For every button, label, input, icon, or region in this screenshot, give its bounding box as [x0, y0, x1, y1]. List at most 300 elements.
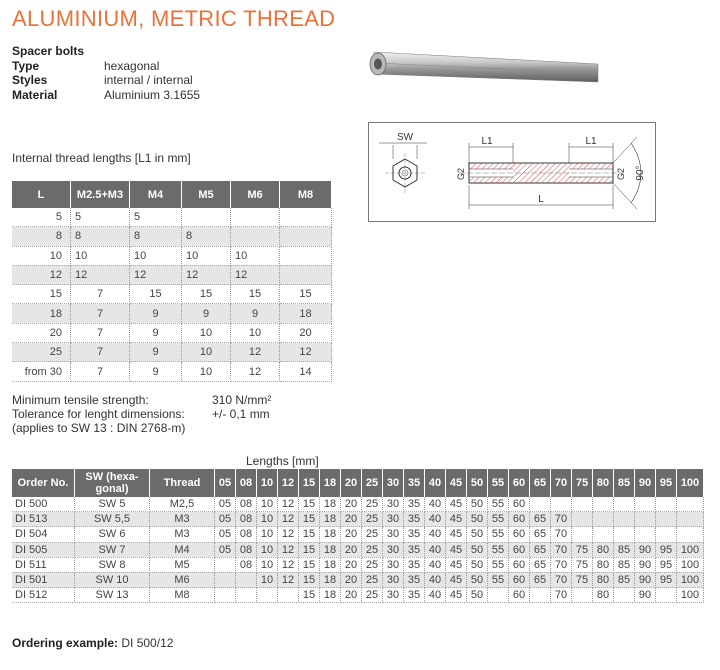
spec-row [12, 88, 200, 103]
spacer-bolt-image [366, 50, 602, 90]
length-cell [635, 497, 656, 512]
table-cell: 12 [231, 362, 280, 381]
length-cell: 60 [509, 512, 530, 527]
length-cell: 45 [446, 588, 467, 603]
thread-cell: M6 [150, 572, 215, 587]
length-cell: 15 [299, 512, 320, 527]
length-cell [614, 512, 635, 527]
internal-thread-heading: Internal thread lengths [L1 in mm] [12, 151, 191, 165]
length-column-header: 65 [530, 469, 551, 497]
length-cell: 65 [530, 542, 551, 557]
table-cell: 8 [12, 227, 71, 246]
table-cell: 5 [71, 208, 130, 227]
table-cell: 12 [280, 343, 332, 362]
length-cell: 10 [257, 572, 278, 587]
order-number-cell: DI 513 [12, 512, 75, 527]
sw-label: SW [396, 132, 414, 143]
table-cell: 10 [182, 246, 231, 265]
length-cell: 10 [257, 527, 278, 542]
l1-right-label: L1 [585, 136, 597, 147]
column-header: M8 [280, 181, 332, 208]
length-column-header: 20 [341, 469, 362, 497]
table-row [12, 362, 332, 381]
length-column-header: 25 [362, 469, 383, 497]
length-cell: 65 [530, 527, 551, 542]
length-column-header: 08 [236, 469, 257, 497]
tensile-label: Minimum tensile strength: [12, 393, 149, 407]
table-cell: 10 [182, 343, 231, 362]
length-cell [635, 512, 656, 527]
length-cell [215, 557, 236, 572]
length-cell: 55 [488, 557, 509, 572]
table-row [12, 304, 332, 323]
length-cell [677, 527, 704, 542]
table-header-row [12, 181, 332, 208]
table-cell: 9 [130, 362, 182, 381]
order-number-cell: DI 511 [12, 557, 75, 572]
length-cell: 45 [446, 572, 467, 587]
table-cell: 14 [280, 362, 332, 381]
length-cell [593, 512, 614, 527]
length-cell: 18 [320, 542, 341, 557]
length-cell: 75 [572, 542, 593, 557]
length-cell: 10 [257, 512, 278, 527]
length-cell: 45 [446, 497, 467, 512]
length-cell: 20 [341, 527, 362, 542]
length-cell: 45 [446, 557, 467, 572]
length-cell: 40 [425, 588, 446, 603]
sw-cell: SW 10 [75, 572, 150, 587]
length-cell [656, 588, 677, 603]
length-cell [572, 588, 593, 603]
table-cell: 10 [231, 246, 280, 265]
table-cell: 7 [71, 323, 130, 342]
table-row [12, 208, 332, 227]
table-row [12, 265, 332, 284]
length-cell: 40 [425, 497, 446, 512]
length-cell: 18 [320, 557, 341, 572]
thread-cell: M3 [150, 527, 215, 542]
order-number-cell: DI 504 [12, 527, 75, 542]
spec-value: Aluminium 3.1655 [104, 87, 201, 102]
ordering-example-value: DI 500/12 [121, 636, 174, 650]
length-cell: 95 [656, 572, 677, 587]
tolerance-note: (applies to SW 13 : DIN 2768-m) [12, 421, 186, 435]
thread-cell: M8 [150, 588, 215, 603]
length-cell: 50 [467, 572, 488, 587]
column-header: Thread [150, 469, 215, 497]
length-cell: 15 [299, 557, 320, 572]
length-cell: 30 [383, 527, 404, 542]
length-cell: 25 [362, 542, 383, 557]
table-row [12, 285, 332, 304]
table-cell: 7 [71, 285, 130, 304]
table-cell: 10 [12, 246, 71, 265]
length-cell [614, 497, 635, 512]
length-cell: 80 [593, 542, 614, 557]
length-cell: 40 [425, 512, 446, 527]
spec-label: Type [12, 58, 40, 73]
length-cell: 30 [383, 512, 404, 527]
length-cell [530, 588, 551, 603]
length-cell: 35 [404, 572, 425, 587]
thread-cell: M2,5 [150, 497, 215, 512]
length-cell: 70 [551, 512, 572, 527]
length-cell: 25 [362, 527, 383, 542]
length-column-header: 10 [257, 469, 278, 497]
table-cell: 18 [12, 304, 71, 323]
length-cell: 95 [656, 557, 677, 572]
length-cell: 20 [341, 542, 362, 557]
length-cell [236, 588, 257, 603]
length-cell: 12 [278, 557, 299, 572]
table-cell: from 30 [12, 362, 71, 381]
length-cell: 12 [278, 497, 299, 512]
length-cell: 90 [635, 588, 656, 603]
length-cell: 60 [509, 542, 530, 557]
length-cell: 75 [572, 572, 593, 587]
table-cell: 10 [130, 246, 182, 265]
length-cell [278, 588, 299, 603]
length-cell [614, 588, 635, 603]
length-cell: 15 [299, 572, 320, 587]
table-cell [280, 265, 332, 284]
g2-left-label: G2 [456, 167, 466, 181]
length-cell: 70 [551, 542, 572, 557]
table-cell: 10 [71, 246, 130, 265]
thread-cell: M4 [150, 542, 215, 557]
length-column-header: 75 [572, 469, 593, 497]
length-column-header: 45 [446, 469, 467, 497]
length-cell: 100 [677, 542, 704, 557]
table-cell: 25 [12, 343, 71, 362]
length-cell: 55 [488, 572, 509, 587]
length-cell [635, 527, 656, 542]
length-cell [257, 588, 278, 603]
table-cell [280, 246, 332, 265]
length-cell: 90 [635, 572, 656, 587]
length-cell: 25 [362, 497, 383, 512]
length-cell: 70 [551, 588, 572, 603]
table-row [12, 323, 332, 342]
length-cell: 15 [299, 542, 320, 557]
length-cell: 40 [425, 527, 446, 542]
sw-cell: SW 7 [75, 542, 150, 557]
length-cell: 30 [383, 588, 404, 603]
length-cell: 15 [299, 527, 320, 542]
table-cell: 8 [130, 227, 182, 246]
tolerance-value: +/- 0,1 mm [212, 407, 270, 421]
length-cell: 20 [341, 557, 362, 572]
table-row [12, 527, 704, 542]
table-cell: 15 [231, 285, 280, 304]
length-cell: 45 [446, 512, 467, 527]
table-cell: 10 [231, 323, 280, 342]
length-cell [656, 497, 677, 512]
length-cell: 60 [509, 588, 530, 603]
sw-cell: SW 6 [75, 527, 150, 542]
spec-value: internal / internal [104, 73, 193, 87]
length-cell: 08 [236, 527, 257, 542]
column-header: M2.5+M3 [71, 181, 130, 208]
table-cell: 20 [280, 323, 332, 342]
table-cell: 9 [130, 304, 182, 323]
length-cell: 50 [467, 588, 488, 603]
column-header: M6 [231, 181, 280, 208]
spec-label: Styles [12, 73, 48, 87]
angle-label: 90° [635, 165, 646, 181]
length-cell: 10 [257, 542, 278, 557]
spec-value: hexagonal [104, 58, 160, 73]
length-cell: 45 [446, 527, 467, 542]
length-cell [677, 512, 704, 527]
table-cell: 12 [130, 265, 182, 284]
ordering-example [12, 636, 173, 650]
length-cell: 12 [278, 512, 299, 527]
length-cell: 08 [236, 512, 257, 527]
length-cell: 85 [614, 542, 635, 557]
length-cell: 30 [383, 497, 404, 512]
tensile-value: 310 N/mm² [212, 393, 272, 407]
length-cell: 65 [530, 512, 551, 527]
table-cell: 10 [182, 323, 231, 342]
technical-drawing-svg [369, 123, 655, 221]
length-column-header: 70 [551, 469, 572, 497]
length-column-header: 12 [278, 469, 299, 497]
order-number-cell: DI 500 [12, 497, 75, 512]
length-cell: 80 [593, 588, 614, 603]
table-row [12, 542, 704, 557]
length-cell: 45 [446, 542, 467, 557]
table-row [12, 588, 704, 603]
length-cell: 25 [362, 588, 383, 603]
material-notes [12, 393, 271, 435]
length-cell: 50 [467, 527, 488, 542]
length-cell: 35 [404, 497, 425, 512]
table-cell: 20 [12, 323, 71, 342]
spec-row [12, 59, 200, 74]
note-row [12, 393, 271, 407]
length-cell: 35 [404, 557, 425, 572]
length-cell: 10 [257, 497, 278, 512]
table-cell: 15 [130, 285, 182, 304]
length-cell [656, 527, 677, 542]
length-cell: 55 [488, 527, 509, 542]
length-column-header: 55 [488, 469, 509, 497]
sw-cell: SW 5,5 [75, 512, 150, 527]
table-cell: 9 [130, 323, 182, 342]
length-cell: 55 [488, 497, 509, 512]
table-cell: 15 [12, 285, 71, 304]
table-cell: 8 [71, 227, 130, 246]
spec-list [12, 44, 200, 102]
length-cell [551, 497, 572, 512]
length-cell: 70 [551, 557, 572, 572]
spec-row [12, 73, 200, 88]
sw-cell: SW 13 [75, 588, 150, 603]
table-row [12, 343, 332, 362]
length-cell: 40 [425, 557, 446, 572]
length-cell: 12 [278, 542, 299, 557]
order-table-body [12, 497, 704, 603]
column-header: Order No. [12, 469, 75, 497]
length-cell: 15 [299, 497, 320, 512]
length-cell: 18 [320, 512, 341, 527]
sw-cell: SW 5 [75, 497, 150, 512]
length-cell: 35 [404, 542, 425, 557]
length-cell: 40 [425, 542, 446, 557]
length-cell [656, 512, 677, 527]
order-table [12, 469, 704, 603]
order-number-cell: DI 512 [12, 588, 75, 603]
length-cell: 60 [509, 497, 530, 512]
length-cell [572, 512, 593, 527]
length-cell: 90 [635, 557, 656, 572]
length-cell: 85 [614, 572, 635, 587]
length-cell: 50 [467, 497, 488, 512]
length-cell: 18 [320, 588, 341, 603]
length-cell: 55 [488, 512, 509, 527]
length-cell: 05 [215, 497, 236, 512]
ordering-example-label: Ordering example: [12, 636, 119, 650]
table-cell: 12 [231, 265, 280, 284]
table-cell: 8 [182, 227, 231, 246]
table-cell: 9 [231, 304, 280, 323]
length-column-header: 60 [509, 469, 530, 497]
length-cell: 65 [530, 572, 551, 587]
length-cell: 35 [404, 527, 425, 542]
table-cell [280, 227, 332, 246]
length-column-header: 35 [404, 469, 425, 497]
length-cell: 80 [593, 557, 614, 572]
length-cell: 60 [509, 572, 530, 587]
column-header: SW (hexa-gonal) [75, 469, 150, 497]
length-column-header: 80 [593, 469, 614, 497]
length-cell: 50 [467, 512, 488, 527]
table-cell: 7 [71, 362, 130, 381]
length-column-header: 15 [299, 469, 320, 497]
thread-cell: M3 [150, 512, 215, 527]
length-cell: 20 [341, 572, 362, 587]
technical-drawing [368, 122, 656, 222]
thread-length-table [12, 181, 332, 382]
table-row [12, 246, 332, 265]
length-cell [572, 527, 593, 542]
length-cell: 20 [341, 588, 362, 603]
table-row [12, 227, 332, 246]
table-cell: 7 [71, 343, 130, 362]
length-cell: 85 [614, 557, 635, 572]
length-cell: 60 [509, 557, 530, 572]
length-cell: 08 [236, 557, 257, 572]
length-column-header: 90 [635, 469, 656, 497]
column-header: M5 [182, 181, 231, 208]
table-row [12, 572, 704, 587]
length-column-header: 40 [425, 469, 446, 497]
length-cell: 80 [593, 572, 614, 587]
length-cell [215, 588, 236, 603]
length-cell: 35 [404, 512, 425, 527]
page-title: ALUMINIUM, METRIC THREAD [12, 6, 336, 31]
length-cell: 100 [677, 557, 704, 572]
length-cell: 08 [236, 497, 257, 512]
table-row [12, 557, 704, 572]
table-cell: 5 [12, 208, 71, 227]
table-cell: 9 [182, 304, 231, 323]
length-cell: 05 [215, 512, 236, 527]
length-cell: 40 [425, 572, 446, 587]
length-cell: 10 [257, 557, 278, 572]
column-header: L [12, 181, 71, 208]
length-cell: 15 [299, 588, 320, 603]
length-cell: 95 [656, 542, 677, 557]
l1-left-label: L1 [481, 136, 493, 147]
length-column-header: 50 [467, 469, 488, 497]
length-cell: 30 [383, 557, 404, 572]
length-cell: 30 [383, 572, 404, 587]
spec-label: Material [12, 87, 58, 102]
order-number-cell: DI 505 [12, 542, 75, 557]
length-cell: 05 [215, 527, 236, 542]
length-cell [593, 527, 614, 542]
g2-right-label: G2 [616, 167, 626, 181]
length-cell: 18 [320, 527, 341, 542]
table-cell [182, 208, 231, 227]
table-row [12, 512, 704, 527]
length-cell: 70 [551, 527, 572, 542]
table-cell: 9 [130, 343, 182, 362]
l-label: L [538, 194, 544, 205]
table-cell: 5 [130, 208, 182, 227]
table-cell: 12 [182, 265, 231, 284]
sw-cell: SW 8 [75, 557, 150, 572]
table-cell [231, 227, 280, 246]
length-cell: 20 [341, 497, 362, 512]
length-cell: 50 [467, 557, 488, 572]
table-header-row [12, 469, 704, 497]
tolerance-label: Tolerance for lenght dimensions: [12, 407, 185, 421]
length-column-header: 95 [656, 469, 677, 497]
length-cell [677, 497, 704, 512]
length-cell [530, 497, 551, 512]
thread-cell: M5 [150, 557, 215, 572]
table-cell: 18 [280, 304, 332, 323]
length-cell: 08 [236, 542, 257, 557]
length-cell [593, 497, 614, 512]
length-column-header: 30 [383, 469, 404, 497]
length-cell: 30 [383, 542, 404, 557]
length-cell [488, 588, 509, 603]
length-cell: 90 [635, 542, 656, 557]
length-column-header: 85 [614, 469, 635, 497]
length-cell: 18 [320, 572, 341, 587]
length-cell: 12 [278, 527, 299, 542]
table-cell: 12 [71, 265, 130, 284]
length-cell: 25 [362, 557, 383, 572]
length-cell: 50 [467, 542, 488, 557]
length-cell: 60 [509, 527, 530, 542]
length-cell [215, 572, 236, 587]
table-cell: 7 [71, 304, 130, 323]
lengths-heading: Lengths [mm] [246, 454, 319, 468]
length-cell: 55 [488, 542, 509, 557]
length-cell: 12 [278, 572, 299, 587]
table-cell: 12 [12, 265, 71, 284]
length-cell: 35 [404, 588, 425, 603]
table-cell: 12 [231, 343, 280, 362]
note-row [12, 407, 271, 421]
length-cell: 65 [530, 557, 551, 572]
